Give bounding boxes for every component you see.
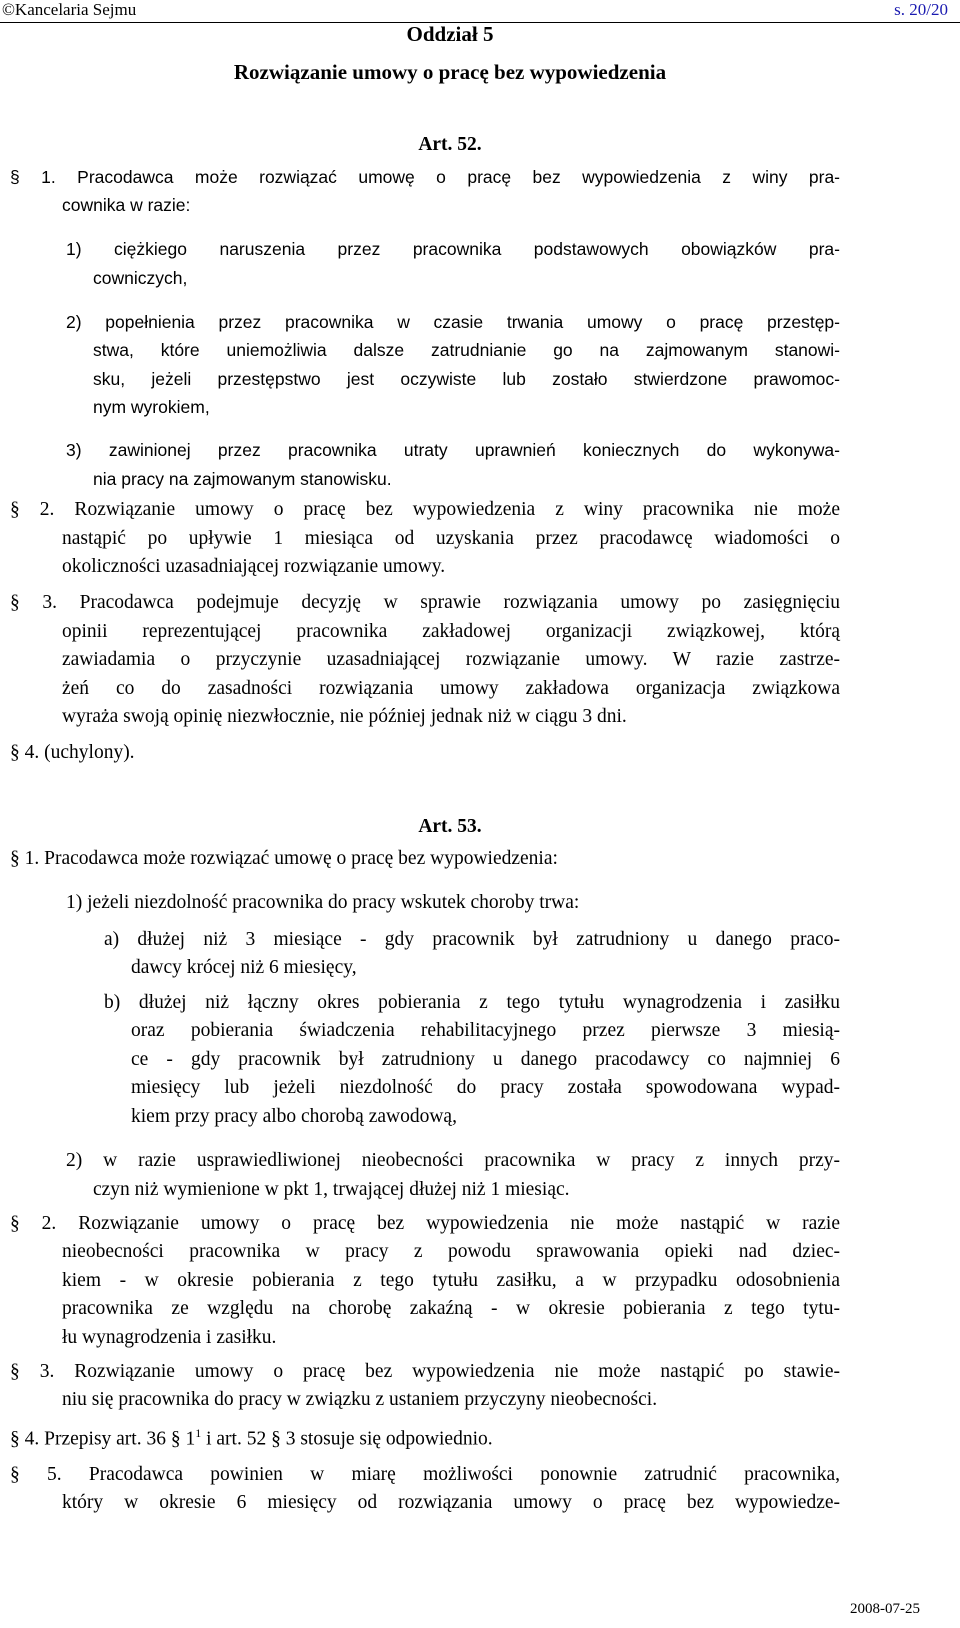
art52-item2-line1: 2) popełnienia przez pracownika w czasie trwania umowy o pracę przestęp-: [66, 312, 840, 332]
page-number: s. 20/20: [894, 0, 948, 19]
art53-par4: [10, 1426, 493, 1451]
art52-par3-line1: § 3. Pracodawca podejmuje decyzję w sprawie rozwiązania umowy po zasięgnięciu: [10, 592, 840, 613]
art52-par4: § 4. (uchylony).: [10, 742, 135, 763]
art53-par4-text-end: i art. 52 § 3 stosuje się odpowiednio.: [201, 1428, 493, 1450]
art53-item2-line1: 2) w razie usprawiedliwionej nieobecności pracownika w pracy z innych przy-: [66, 1150, 840, 1171]
publisher-label: ©Kancelaria Sejmu: [2, 0, 137, 19]
art53-item1b-line1: b) dłużej niż łączny okres pobierania z tego tytułu wynagrodzenia i zasiłku: [104, 992, 840, 1013]
art53-item1b-line2: oraz pobierania świadczenia rehabilitacyjnego przez pierwsze 3 miesią-: [131, 1020, 840, 1041]
art53-par1: § 1. Pracodawca może rozwiązać umowę o pracę bez wypowiedzenia:: [10, 848, 558, 869]
art53-par3-line2: niu się pracownika do pracy w związku z ustaniem przyczyny nieobecności.: [62, 1389, 658, 1410]
art52-item1-line1: 1) ciężkiego naruszenia przez pracownika podstawowych obowiązków pra-: [66, 239, 840, 259]
art52-par2-line1: § 2. Rozwiązanie umowy o pracę bez wypowiedzenia z winy pracownika nie może: [10, 499, 840, 520]
footer-date: 2008-07-25: [850, 1601, 920, 1617]
art53-item2-line2: czyn niż wymienione w pkt 1, trwającej dłużej niż 1 miesiąc.: [93, 1179, 570, 1200]
art52-par3-line2: opinii reprezentującej pracownika zakładowej organizacji związkowej, którą: [62, 621, 840, 642]
art53-par3-line1: § 3. Rozwiązanie umowy o pracę bez wypowiedzenia nie może nastąpić po stawie-: [10, 1361, 840, 1382]
art52-par1-line2: cownika w razie:: [62, 195, 191, 215]
art53-par2-line3: kiem - w okresie pobierania z tego tytułu zasiłku, a w przypadku odosobnienia: [62, 1270, 840, 1291]
art53-par2-line2: nieobecności pracownika w pracy z powodu sprawowania opieki nad dziec-: [62, 1241, 840, 1262]
art52-par1-line1: § 1. Pracodawca może rozwiązać umowę o pracę bez wypowiedzenia z winy pra-: [10, 167, 840, 187]
art52-par3-line4: żeń co do zasadności rozwiązania umowy zakładowa organizacja związkowa: [62, 678, 840, 699]
art52-par3-line5: wyraża swoją opinię niezwłocznie, nie później jednak niż w ciągu 3 dni.: [62, 706, 627, 727]
superscript: 1: [195, 1426, 202, 1440]
art53-par4-text: § 4. Przepisy art. 36 § 1: [10, 1428, 196, 1450]
art52-item2-line2: stwa, które uniemożliwia dalsze zatrudnianie go na zajmowanym stanowi-: [93, 340, 840, 360]
art52-item3-line1: 3) zawinionej przez pracownika utraty uprawnień koniecznych do wykonywa-: [66, 440, 840, 460]
art52-item3-line2: nia pracy na zajmowanym stanowisku.: [93, 469, 392, 489]
art52-par2-line3: okoliczności uzasadniającej rozwiązanie umowy.: [62, 556, 446, 577]
art53-item1b-line5: kiem przy pracy albo chorobą zawodową,: [131, 1106, 457, 1127]
section-subtitle: Rozwiązanie umowy o pracę bez wypowiedzenia: [233, 60, 667, 84]
art52-par2-line2: nastąpić po upływie 1 miesiąca od uzyskania przez pracodawcę wiadomości o: [62, 528, 840, 549]
art53-par5-line1: § 5. Pracodawca powinien w miarę możliwości ponownie zatrudnić pracownika,: [10, 1464, 840, 1485]
art53-item1b-line4: miesięcy lub jeżeli niezdolność do pracy została spowodowana wypad-: [131, 1077, 840, 1098]
art52-item1-line2: cowniczych,: [93, 268, 188, 288]
art52-item2-line3: sku, jeżeli przestępstwo jest oczywiste lub zostało stwierdzone prawomoc-: [93, 369, 840, 389]
art53-item1a-line1: a) dłużej niż 3 miesiące - gdy pracownik był zatrudniony u danego praco-: [104, 929, 840, 950]
art53-par5-line2: który w okresie 6 miesięcy od rozwiązania umowy o pracę bez wypowiedze-: [62, 1492, 840, 1513]
section-title: Oddział 5: [406, 22, 494, 46]
art52-par3-line3: zawiadamia o przyczynie uzasadniającej rozwiązanie umowy. W razie zastrze-: [62, 649, 840, 670]
article-52-heading: Art. 52.: [418, 134, 482, 155]
art53-item1b-line3: ce - gdy pracownik był zatrudniony u danego pracodawcy co najmniej 6: [131, 1049, 840, 1070]
art52-item2-line4: nym wyrokiem,: [93, 397, 210, 417]
art53-par2-line1: § 2. Rozwiązanie umowy o pracę bez wypowiedzenia nie może nastąpić w razie: [10, 1213, 840, 1234]
art53-item1a-line2: dawcy krócej niż 6 miesięcy,: [131, 957, 357, 978]
article-53-heading: Art. 53.: [418, 816, 482, 837]
art53-par2-line5: łu wynagrodzenia i zasiłku.: [62, 1327, 277, 1348]
art53-par2-line4: pracownika ze względu na chorobę zakaźną - w okresie pobierania z tego tytu-: [62, 1298, 840, 1319]
art53-item1: 1) jeżeli niezdolność pracownika do pracy wskutek choroby trwa:: [66, 892, 580, 913]
